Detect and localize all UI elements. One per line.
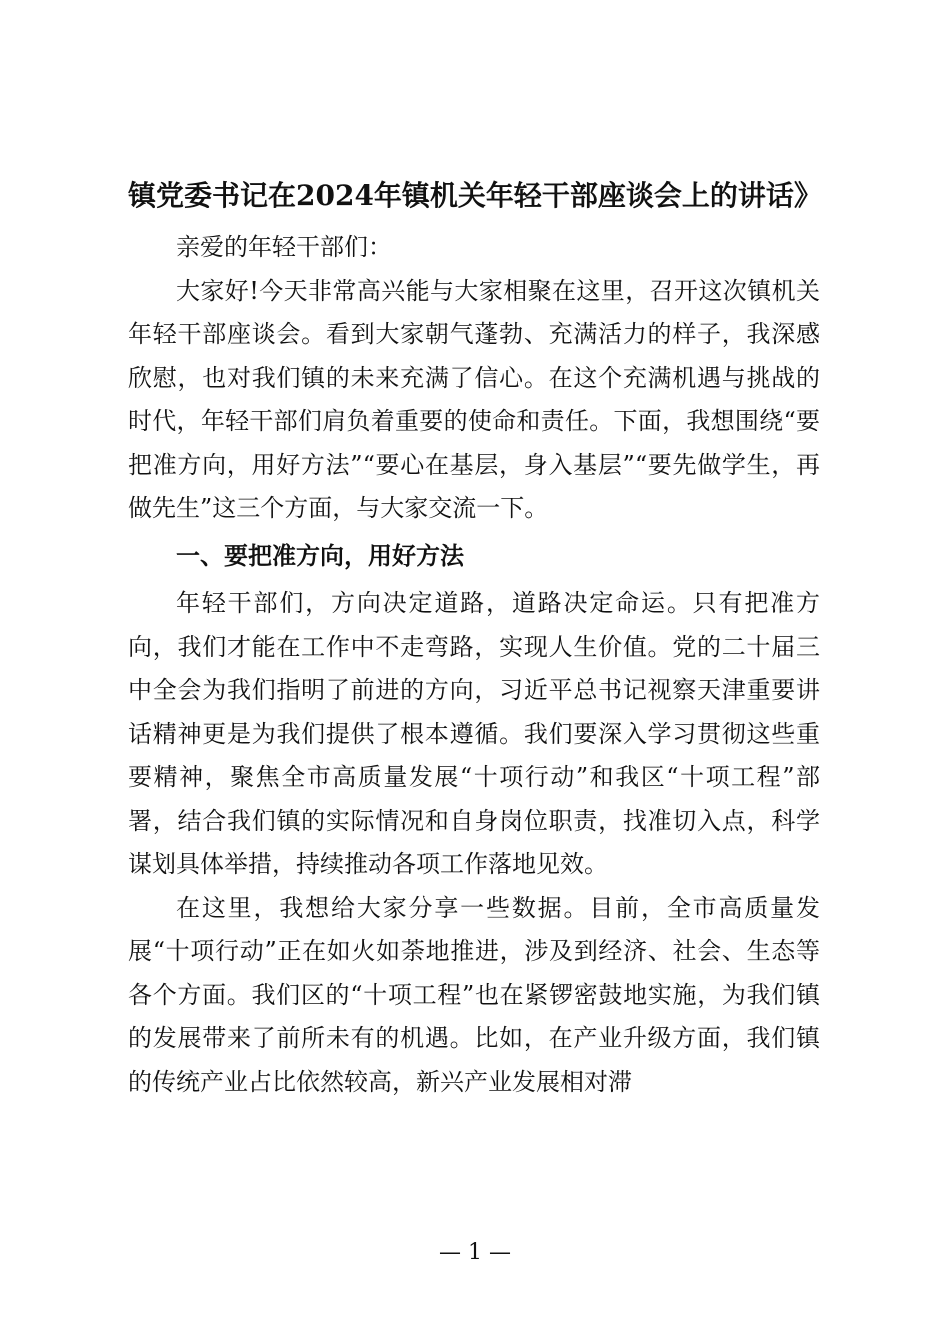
document-title: 镇党委书记在2024年镇机关年轻干部座谈会上的讲话》	[128, 179, 822, 212]
document-body	[128, 226, 820, 1104]
section1-paragraph-2: 在这里，我想给大家分享一些数据。目前，全市高质量发展“十项行动”正在如火如荼地推进，涉及到经济、社会、生态等各个方面。我们区的“十项工程”也在紧锣密鼓地实施，为我们镇的发展带来了前所未有的机遇。比如，在产业升级方面，我们镇的传统产业占比依然较高，新兴产业发展相对滞	[128, 893, 820, 1096]
intro-paragraph: 大家好!今天非常高兴能与大家相聚在这里，召开这次镇机关年轻干部座谈会。看到大家朝气蓬勃、充满活力的样子，我深感欣慰，也对我们镇的未来充满了信心。在这个充满机遇与挑战的时代，年轻干部们肩负着重要的使命和责任。下面，我想围绕“要把准方向，用好方法”“要心在基层，身入基层”“要先做学生，再做先生”这三个方面，与大家交流一下。	[128, 276, 820, 522]
section-heading-1: 一、要把准方向，用好方法	[176, 541, 464, 570]
section1-paragraph-1: 年轻干部们，方向决定道路，道路决定命运。只有把准方向，我们才能在工作中不走弯路，实现人生价值。党的二十届三中全会为我们指明了前进的方向，习近平总书记视察天津重要讲话精神更是为我们提供了根本遵循。我们要深入学习贯彻这些重要精神，聚焦全市高质量发展“十项行动”和我区“十项工程”部署，结合我们镇的实际情况和自身岗位职责，找准切入点，科学谋划具体举措，持续推动各项工作落地见效。	[128, 589, 820, 878]
page-number: — 1 —	[439, 1240, 511, 1265]
salutation: 亲爱的年轻干部们：	[176, 233, 392, 261]
